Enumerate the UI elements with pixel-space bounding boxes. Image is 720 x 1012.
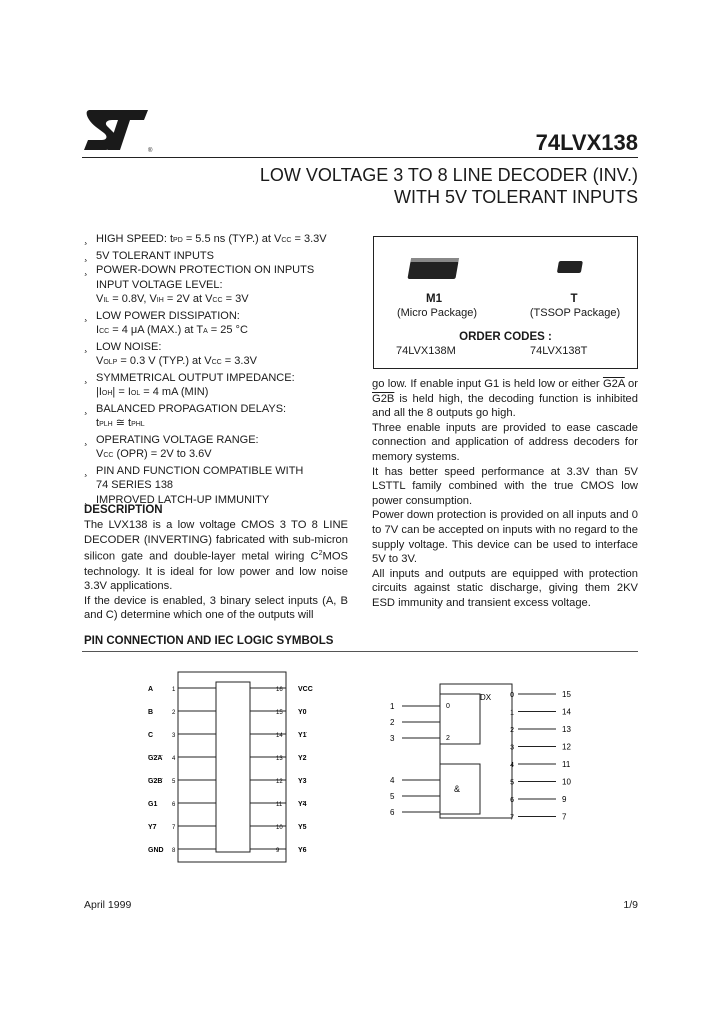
right-pin-number: 16 (276, 687, 283, 693)
description-left-column (84, 518, 348, 623)
feature-item: ¸ POWER-DOWN PROTECTION ON INPUTS (84, 263, 374, 278)
iec-output-label: 3 (510, 744, 514, 752)
feature-item: ¸ LOW NOISE: (84, 340, 374, 355)
feature-item: ICC = 4 μA (MAX.) at TA = 25 °C (96, 324, 248, 336)
iec-outer-box (440, 684, 512, 818)
t-name: (TSSOP Package) (529, 307, 621, 319)
feature-item: VCC (OPR) = 2V to 3.6V (96, 448, 212, 460)
pin-connection-diagram (140, 668, 330, 874)
left-pin-label: GND (148, 847, 164, 854)
left-pin-group (148, 686, 216, 854)
order-codes-title: ORDER CODES : (459, 331, 552, 343)
header-rule (82, 157, 638, 158)
left-pin-number: 5 (172, 779, 176, 785)
iec-output-pin: 15 (562, 690, 571, 699)
description-paragraph-2: If the device is enabled, 3 binary select inputs (A, B and C) determine which one of the outputs will (84, 594, 348, 622)
right-pin-number: 10 (276, 825, 283, 831)
description-paragraph-7: All inputs and outputs are equipped with protection circuits against static discharge, giving them 2KV ESD immunity and transient excess voltage. (372, 567, 638, 609)
left-pin-label: Y7 (148, 824, 157, 831)
iec-select-label: 0 (446, 703, 450, 710)
die-outline (216, 682, 250, 852)
iec-select-label: 2 (446, 735, 450, 742)
feature-item: VOLP = 0.3 V (TYP.) at VCC = 3.3V (96, 355, 257, 367)
st-logo (82, 106, 154, 158)
right-pin-label: Y0 (298, 709, 307, 716)
feature-item: |IOH| = IOL = 4 mA (MIN) (96, 386, 209, 398)
iec-logic-symbol (384, 680, 584, 860)
right-pin-label: Y6 (298, 847, 307, 854)
left-pin-label: G2B (148, 778, 163, 785)
package-box (373, 236, 638, 369)
right-pin-label: Y4 (298, 801, 307, 808)
order-code-t: 74LVX138T (530, 345, 588, 357)
m1-code: M1 (426, 293, 442, 305)
description-right-column (372, 377, 638, 611)
svg-text:®: ® (148, 148, 153, 154)
iec-input-number: 2 (390, 718, 395, 727)
left-pin-number: 7 (172, 825, 176, 831)
feature-item: ¸ 5V TOLERANT INPUTS (84, 249, 374, 264)
title-line-1: LOW VOLTAGE 3 TO 8 LINE DECODER (INV.) (259, 165, 638, 185)
right-pin-label: Y2 (298, 755, 307, 762)
iec-output-pin: 7 (562, 812, 567, 822)
left-pin-label: A (148, 686, 154, 693)
description-paragraph-3: go low. If enable input G1 is held low or either G2A or G2B is held high, the decoding function is inhibited and all the 8 outputs go high. (372, 378, 638, 420)
footer-page-number: 1/9 (623, 899, 638, 911)
pin-section-rule (82, 651, 638, 652)
feature-item: ¸ OPERATING VOLTAGE RANGE: (84, 433, 374, 448)
iec-output-pin: 10 (562, 777, 571, 787)
left-pin-number: 1 (172, 687, 176, 693)
left-pin-label: G1 (148, 801, 158, 808)
description-paragraph-5: It has better speed performance at 3.3V than 5V LSTTL family combined with the true CMOS low power consumption. (372, 465, 638, 507)
feature-item: ¸ IMPROVED LATCH-UP IMMUNITY (84, 493, 374, 508)
iec-output-pin: 9 (562, 795, 567, 804)
iec-input-number: 1 (390, 702, 395, 711)
part-number: 74LVX138 (535, 130, 638, 155)
iec-input-number: 4 (390, 776, 395, 785)
iec-output-label: 0 (510, 692, 514, 699)
right-pin-label: VCC (298, 686, 313, 693)
left-pin-label: B (148, 709, 154, 716)
left-pin-label: G2A (148, 755, 163, 762)
title-line-2: WITH 5V TOLERANT INPUTS (393, 187, 638, 207)
iec-output-pin: 11 (562, 760, 571, 769)
right-pin-number: 9 (276, 848, 280, 854)
iec-output-pin: 14 (562, 707, 571, 717)
iec-output-label: 7 (510, 814, 514, 822)
iec-input-number: 6 (390, 808, 395, 817)
right-pin-number: 15 (276, 710, 283, 716)
description-paragraph-1: The LVX138 is a low voltage CMOS 3 TO 8 LINE DECODER (INVERTING) fabricated with sub-micron silicon gate and double-layer metal wiring $C^2MOS$ technology. It is ideal for low power and low noise 3.3V applications. (84, 519, 348, 593)
iec-contents (390, 690, 571, 822)
feature-item: ¸ PIN AND FUNCTION COMPATIBLE WITH (84, 464, 374, 479)
feature-item: VIL = 0.8V, VIH = 2V at VCC = 3V (96, 293, 249, 305)
right-pin-number: 11 (276, 802, 283, 808)
iec-output-label: 2 (510, 727, 514, 734)
iec-output-label: 6 (510, 797, 514, 804)
right-pin-label: Y1 (298, 732, 307, 739)
left-pin-number: 4 (172, 756, 176, 762)
right-pin-number: 14 (276, 733, 283, 739)
order-code-m: 74LVX138M (396, 345, 456, 357)
iec-output-label: 4 (510, 762, 514, 769)
micro-package-chip (402, 249, 464, 287)
feature-item: ¸ HIGH SPEED: tPD = 5.5 ns (TYP.) at VCC = 3.3V (84, 232, 374, 249)
iec-and-label: & (454, 784, 461, 794)
feature-item: INPUT VOLTAGE LEVEL: (96, 278, 223, 291)
feature-item: tPLH ≅ tPHL (96, 417, 145, 429)
left-pin-number: 8 (172, 848, 176, 854)
right-pin-number: 12 (276, 779, 283, 785)
footer-date: April 1999 (84, 899, 132, 911)
m1-name: (Micro Package) (396, 307, 478, 319)
iec-output-label: 5 (510, 779, 514, 787)
tssop-package-chip (556, 255, 590, 281)
right-pin-label: Y5 (298, 824, 307, 831)
description-heading: DESCRIPTION (84, 504, 163, 516)
feature-list (84, 232, 374, 507)
iec-dx-label: DX (480, 693, 492, 702)
iec-output-pin: 13 (562, 725, 571, 734)
pin-connection-heading: PIN CONNECTION AND IEC LOGIC SYMBOLS (84, 635, 334, 647)
right-pin-number: 13 (276, 756, 283, 762)
left-pin-number: 2 (172, 710, 176, 716)
description-paragraph-6: Power down protection is provided on all inputs and 0 to 7V can be accepted on inputs with no regard to the supply voltage. This device can be used to interface 5V to 3V. (372, 509, 638, 566)
feature-item: ¸ SYMMETRICAL OUTPUT IMPEDANCE: (84, 371, 374, 386)
feature-item: 74 SERIES 138 (96, 479, 174, 491)
right-pin-group (250, 686, 313, 854)
right-pin-label: Y3 (298, 778, 307, 785)
iec-input-number: 3 (390, 734, 395, 743)
package-outline (178, 672, 286, 862)
left-pin-number: 6 (172, 802, 176, 808)
t-code: T (570, 293, 578, 305)
iec-output-pin: 12 (562, 742, 571, 752)
iec-input-number: 5 (390, 792, 395, 801)
left-pin-number: 3 (172, 733, 176, 739)
iec-output-label: 1 (510, 709, 514, 717)
feature-item: ¸ BALANCED PROPAGATION DELAYS: (84, 402, 374, 417)
description-paragraph-4: Three enable inputs are provided to ease cascade connection and application of address decoders for memory systems. (372, 421, 638, 463)
feature-item: ¸ LOW POWER DISSIPATION: (84, 309, 374, 324)
left-pin-label: C (148, 732, 154, 739)
